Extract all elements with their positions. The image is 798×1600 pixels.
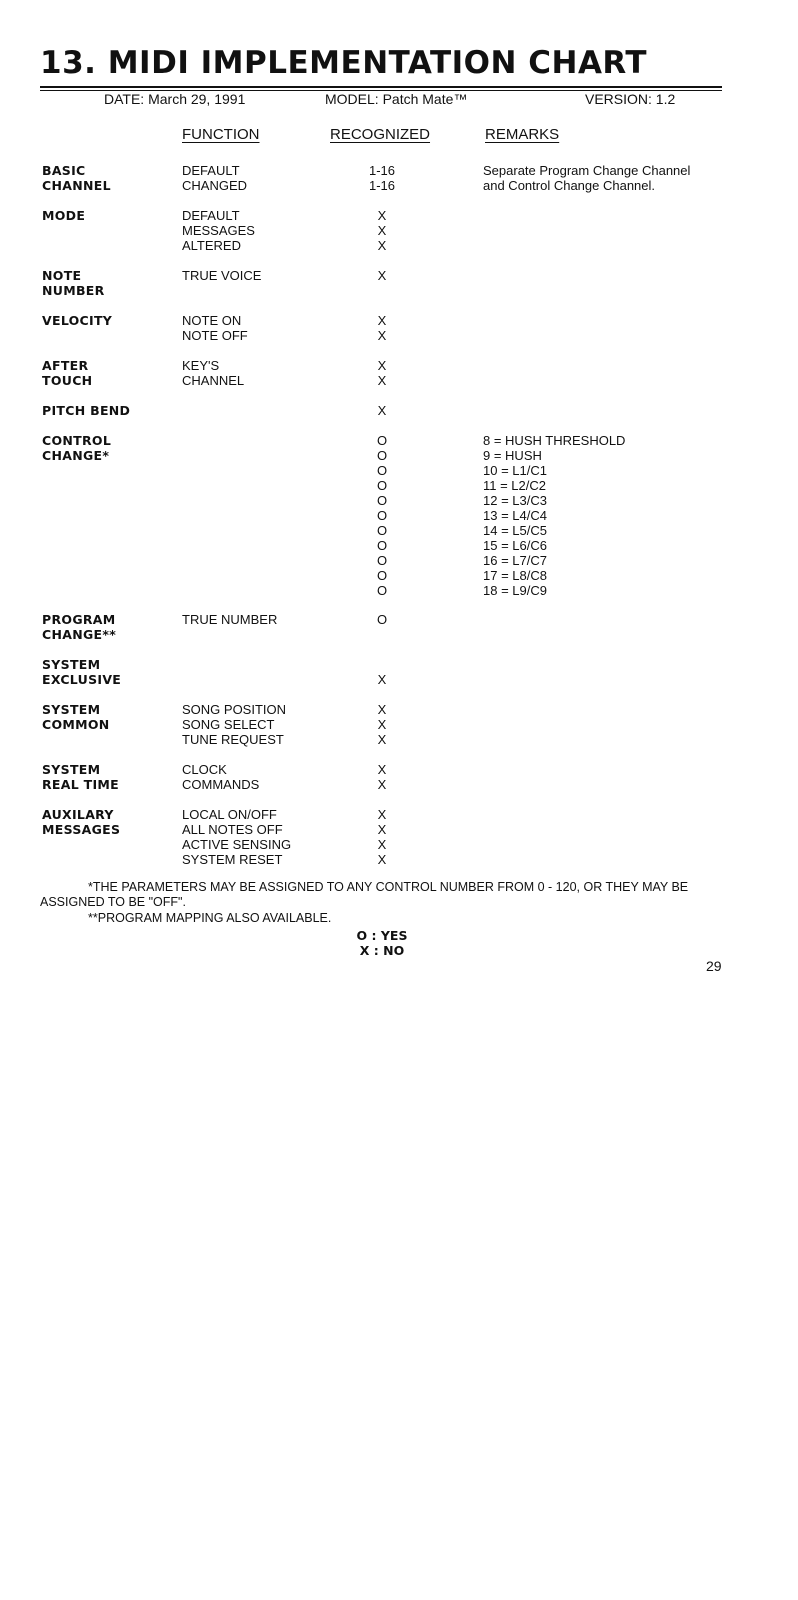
section-category: AUXILARY <box>42 807 114 822</box>
function-cell: KEY'S <box>182 358 220 373</box>
legend-yes: O : YES <box>356 928 408 943</box>
recognized-cell: X <box>377 837 387 852</box>
remarks-cell-column <box>483 433 625 598</box>
function-cell: ALL NOTES OFF <box>182 822 283 837</box>
function-cell-column <box>182 807 291 867</box>
recognized-cell: X <box>377 732 387 747</box>
function-cell: NOTE OFF <box>182 328 248 343</box>
function-cell: DEFAULT <box>182 163 240 178</box>
section-category: EXCLUSIVE <box>42 672 122 687</box>
section-category-column <box>42 702 110 732</box>
section-category-column <box>42 208 85 223</box>
column-header-remarks: REMARKS <box>485 126 560 143</box>
section-category: SYSTEM <box>42 657 101 672</box>
recognized-cell-column <box>352 657 412 687</box>
section-category-column <box>42 807 120 837</box>
remarks-cell: 16 = L7/C7 <box>483 553 547 568</box>
section-category: MODE <box>42 208 86 223</box>
recognized-cell: X <box>377 822 387 837</box>
column-header-function: FUNCTION <box>182 126 260 143</box>
function-cell: COMMANDS <box>182 777 260 792</box>
recognized-cell-column <box>352 612 412 627</box>
recognized-cell: X <box>377 268 387 283</box>
footnote-2: **PROGRAM MAPPING ALSO AVAILABLE. <box>88 911 332 925</box>
recognized-cell: X <box>377 403 387 418</box>
section-category: NOTE <box>42 268 82 283</box>
page-title: 13. MIDI IMPLEMENTATION CHART <box>40 45 648 81</box>
recognized-cell <box>352 657 412 672</box>
section-category: PROGRAM <box>42 612 116 627</box>
function-cell: TUNE REQUEST <box>182 732 284 747</box>
remarks-cell: 18 = L9/C9 <box>483 583 547 598</box>
page-number: 29 <box>706 958 722 974</box>
remarks-cell: 13 = L4/C4 <box>483 508 547 523</box>
recognized-cell: O <box>376 553 388 568</box>
section-category: REAL TIME <box>42 777 120 792</box>
section-category: TOUCH <box>42 373 93 388</box>
recognized-cell: X <box>377 358 387 373</box>
chart-model: MODEL: Patch Mate™ <box>325 91 468 107</box>
function-cell-column <box>182 268 261 283</box>
section-category-column <box>42 657 121 687</box>
function-cell: MESSAGES <box>182 223 255 238</box>
recognized-cell: X <box>377 807 387 822</box>
remarks-cell: 11 = L2/C2 <box>483 478 547 493</box>
footnote-1-continued: ASSIGNED TO BE "OFF". <box>40 895 186 909</box>
function-cell: SONG SELECT <box>182 717 275 732</box>
function-cell: NOTE ON <box>182 313 242 328</box>
section-category: AFTER <box>42 358 89 373</box>
remarks-cell: 17 = L8/C8 <box>483 568 547 583</box>
remarks-cell: 9 = HUSH <box>483 448 542 463</box>
recognized-cell-column <box>352 762 412 792</box>
function-cell: DEFAULT <box>182 208 240 223</box>
remarks-cell-column <box>483 163 690 193</box>
section-category: CHANGE* <box>42 448 110 463</box>
remarks-cell: Separate Program Change Channel <box>483 163 691 178</box>
function-cell-column <box>182 612 277 627</box>
recognized-cell: X <box>377 313 387 328</box>
section-category-column <box>42 313 112 328</box>
function-cell-column <box>182 762 259 792</box>
section-category: VELOCITY <box>42 313 113 328</box>
function-cell: SYSTEM RESET <box>182 852 283 867</box>
recognized-cell-column <box>352 433 412 598</box>
section-category: SYSTEM <box>42 762 101 777</box>
function-cell: CHANNEL <box>182 373 245 388</box>
recognized-cell: O <box>376 583 388 598</box>
recognized-cell: X <box>377 328 387 343</box>
recognized-cell: O <box>376 508 388 523</box>
function-cell: ACTIVE SENSING <box>182 837 292 852</box>
section-category: CHANNEL <box>42 178 111 193</box>
recognized-cell-column <box>352 358 412 388</box>
column-header-recognized: RECOGNIZED <box>330 126 431 143</box>
function-cell-column <box>182 163 247 193</box>
recognized-cell-column <box>352 807 412 867</box>
legend-no: X : NO <box>359 943 405 958</box>
section-category: NUMBER <box>42 283 105 298</box>
remarks-cell: 12 = L3/C3 <box>483 493 547 508</box>
section-category-column <box>42 762 119 792</box>
section-category-column <box>42 403 130 418</box>
section-category: CHANGE** <box>42 627 117 642</box>
function-cell: LOCAL ON/OFF <box>182 807 277 822</box>
recognized-cell: X <box>377 373 387 388</box>
section-category-column <box>42 433 111 463</box>
section-category: MESSAGES <box>42 822 121 837</box>
section-category-column <box>42 612 116 642</box>
function-cell-column <box>182 702 286 747</box>
recognized-cell-column <box>352 268 412 283</box>
recognized-cell: O <box>376 568 388 583</box>
footnote-1: *THE PARAMETERS MAY BE ASSIGNED TO ANY CONTROL NUMBER FROM 0 - 120, OR THEY MAY BE <box>88 880 689 894</box>
recognized-cell-column <box>352 702 412 747</box>
title-rule <box>40 86 722 88</box>
function-cell: ALTERED <box>182 238 241 253</box>
function-cell-column <box>182 208 255 253</box>
section-category: CONTROL <box>42 433 112 448</box>
recognized-cell: X <box>377 208 387 223</box>
function-cell: SONG POSITION <box>182 702 287 717</box>
remarks-cell: 10 = L1/C1 <box>483 463 547 478</box>
recognized-cell: O <box>376 433 388 448</box>
legend <box>352 928 412 958</box>
recognized-cell: X <box>377 238 387 253</box>
function-cell-column <box>182 358 244 388</box>
remarks-cell: 8 = HUSH THRESHOLD <box>483 433 626 448</box>
remarks-cell: 14 = L5/C5 <box>483 523 547 538</box>
section-category-column <box>42 268 105 298</box>
section-category: BASIC <box>42 163 86 178</box>
function-cell-column <box>182 313 248 343</box>
recognized-cell: 1-16 <box>368 178 396 193</box>
recognized-cell-column <box>352 403 412 418</box>
recognized-cell: X <box>377 223 387 238</box>
chart-version: VERSION: 1.2 <box>585 91 676 107</box>
recognized-cell: O <box>376 463 388 478</box>
recognized-cell: O <box>376 478 388 493</box>
recognized-cell: O <box>376 523 388 538</box>
recognized-cell: O <box>376 493 388 508</box>
recognized-cell: O <box>376 612 388 627</box>
remarks-cell: 15 = L6/C6 <box>483 538 547 553</box>
function-cell: TRUE NUMBER <box>182 612 278 627</box>
function-cell: CHANGED <box>182 178 248 193</box>
recognized-cell-column <box>352 313 412 343</box>
section-category: PITCH BEND <box>42 403 131 418</box>
recognized-cell: 1-16 <box>368 163 396 178</box>
recognized-cell-column <box>352 163 412 193</box>
recognized-cell: X <box>377 702 387 717</box>
chart-date: DATE: March 29, 1991 <box>104 91 246 107</box>
recognized-cell: O <box>376 538 388 553</box>
function-cell: CLOCK <box>182 762 227 777</box>
section-category-column <box>42 163 111 193</box>
section-category-column <box>42 358 92 388</box>
recognized-cell-column <box>352 208 412 253</box>
section-category: COMMON <box>42 717 110 732</box>
recognized-cell: X <box>377 672 387 687</box>
section-category: SYSTEM <box>42 702 101 717</box>
recognized-cell: X <box>377 852 387 867</box>
recognized-cell: X <box>377 717 387 732</box>
recognized-cell: X <box>377 762 387 777</box>
function-cell: TRUE VOICE <box>182 268 262 283</box>
recognized-cell: O <box>376 448 388 463</box>
recognized-cell: X <box>377 777 387 792</box>
remarks-cell: and Control Change Channel. <box>483 178 656 193</box>
